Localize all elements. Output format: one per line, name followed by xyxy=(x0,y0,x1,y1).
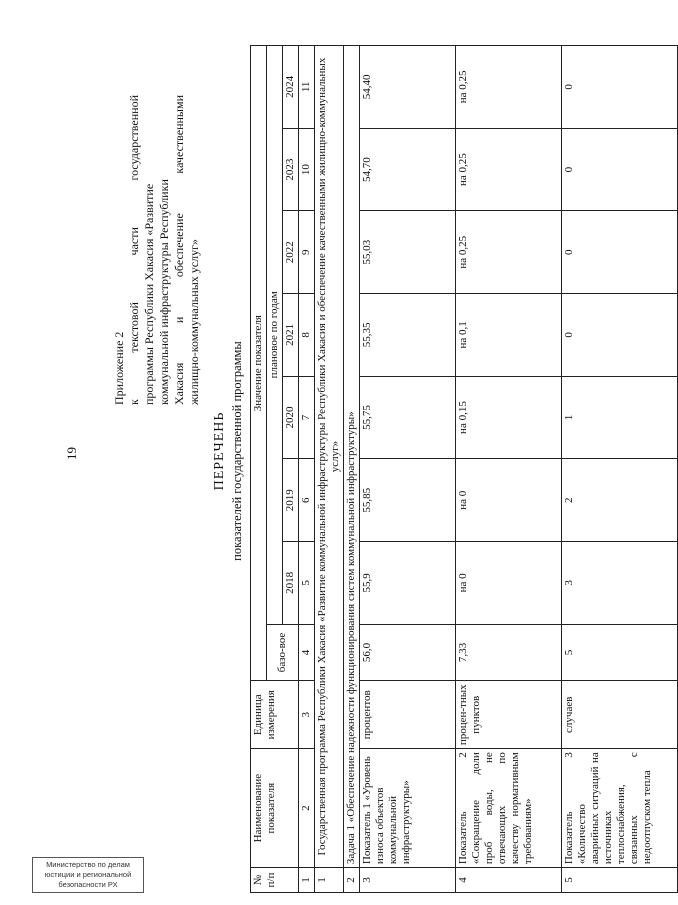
stamp-line: юстиции и региональной xyxy=(44,870,132,879)
appendix-word: к xyxy=(127,399,141,405)
task-row xyxy=(344,46,360,893)
indicator-unit: процен-тных пунктов xyxy=(456,681,562,749)
program-title: Государственная программа Республики Хакасия «Развитие коммунальной инфраструктуры Республики Хакасия и обеспечение качественными жилищно-коммунальных услуг» xyxy=(315,46,344,868)
indicator-name: Показатель 3 «Количество аварийных ситуаций на источниках теплоснабжения, связанных с недоотпуском тепла xyxy=(562,749,678,868)
column-number: 6 xyxy=(299,459,315,542)
stamp-line: безопасности РХ xyxy=(58,880,118,889)
indicator-unit: случаев xyxy=(562,681,678,749)
value-cell: на 0,1 xyxy=(456,294,562,377)
appendix-word: государственной xyxy=(127,95,141,181)
column-number-row xyxy=(299,46,315,893)
appendix-line xyxy=(172,95,187,405)
value-cell: 0 xyxy=(562,128,678,211)
column-number: 5 xyxy=(299,542,315,625)
task-title: Задача 1 «Обеспечение надежности функционирования систем коммунальной инфраструктуры» xyxy=(344,46,360,868)
program-row xyxy=(315,46,344,893)
indicators-table xyxy=(250,45,678,893)
value-cell: 54,40 xyxy=(360,46,456,129)
header-name: Наименование показателя xyxy=(251,749,299,868)
value-cell: на 0,25 xyxy=(456,128,562,211)
appendix-line: коммунальной инфраструктуры Республики xyxy=(157,179,171,405)
value-cell: на 0 xyxy=(456,459,562,542)
row-num: 2 xyxy=(344,868,360,893)
header-year: 2024 xyxy=(283,46,299,129)
column-number: 7 xyxy=(299,376,315,459)
stamp-line: Министерство по делам xyxy=(46,860,130,869)
value-cell: 55,9 xyxy=(360,542,456,625)
appendix-word: текстовой xyxy=(127,302,141,353)
column-number: 10 xyxy=(299,128,315,211)
value-cell: 0 xyxy=(562,294,678,377)
indicator-name: Показатель 2 «Сокращение доли проб воды, не отвечающих по качеству нормативным требованиям» xyxy=(456,749,562,868)
appendix-note xyxy=(112,95,202,405)
column-number: 1 xyxy=(299,868,315,893)
header-year: 2022 xyxy=(283,211,299,294)
value-cell: 54,70 xyxy=(360,128,456,211)
document-subtitle: показателей государственной программы xyxy=(230,341,244,561)
value-cell: 55,85 xyxy=(360,459,456,542)
appendix-word: и xyxy=(172,316,186,324)
value-cell: 0 xyxy=(562,46,678,129)
column-number: 3 xyxy=(299,681,315,749)
table-row xyxy=(360,46,456,893)
value-cell: на 0,15 xyxy=(456,376,562,459)
appendix-word: Хакасия xyxy=(172,362,186,405)
document-title: ПЕРЕЧЕНЬ xyxy=(212,411,227,491)
page-number: 19 xyxy=(64,447,79,460)
column-number: 8 xyxy=(299,294,315,377)
value-cell: 55,35 xyxy=(360,294,456,377)
header-year: 2020 xyxy=(283,376,299,459)
column-number: 4 xyxy=(299,624,315,681)
value-cell: на 0,25 xyxy=(456,46,562,129)
value-cell: 1 xyxy=(562,376,678,459)
appendix-word: качественными xyxy=(172,95,186,174)
row-num: 5 xyxy=(562,868,678,893)
appendix-line: программы Республики Хакасия «Развитие xyxy=(142,183,156,405)
appendix-line: жилищно-коммунальных услуг» xyxy=(187,239,201,405)
value-cell: 7,33 xyxy=(456,624,562,681)
header-value-group: Значение показателя xyxy=(251,46,267,681)
value-cell: 0 xyxy=(562,211,678,294)
value-cell: 3 xyxy=(562,542,678,625)
header-year: 2019 xyxy=(283,459,299,542)
header-year: 2023 xyxy=(283,128,299,211)
column-number: 9 xyxy=(299,211,315,294)
value-cell: 2 xyxy=(562,459,678,542)
appendix-word: обеспечение xyxy=(172,213,186,278)
value-cell: на 0,25 xyxy=(456,211,562,294)
row-num: 4 xyxy=(456,868,562,893)
header-year: 2021 xyxy=(283,294,299,377)
table-row xyxy=(562,46,678,893)
header-year: 2018 xyxy=(283,542,299,625)
indicator-name: Показатель 1 «Уровень износа объектов коммунальной инфраструктуры» xyxy=(360,749,456,868)
header-planned: плановое по годам xyxy=(267,46,283,625)
row-num: 3 xyxy=(360,868,456,893)
row-num: 1 xyxy=(315,868,344,893)
value-cell: 5 xyxy=(562,624,678,681)
appendix-line: Приложение 2 xyxy=(112,331,126,405)
value-cell: 56,0 xyxy=(360,624,456,681)
header-num: № п/п xyxy=(251,868,299,893)
appendix-word: части xyxy=(127,227,141,256)
value-cell: на 0 xyxy=(456,542,562,625)
header-base: базо-вое xyxy=(267,624,299,681)
appendix-line xyxy=(127,95,142,405)
table-row xyxy=(456,46,562,893)
ministry-stamp xyxy=(32,857,144,893)
header-row xyxy=(251,46,267,893)
value-cell: 55,75 xyxy=(360,376,456,459)
header-unit: Единица измерения xyxy=(251,681,299,749)
column-number: 11 xyxy=(299,46,315,129)
indicator-unit: процентов xyxy=(360,681,456,749)
value-cell: 55,03 xyxy=(360,211,456,294)
column-number: 2 xyxy=(299,749,315,868)
